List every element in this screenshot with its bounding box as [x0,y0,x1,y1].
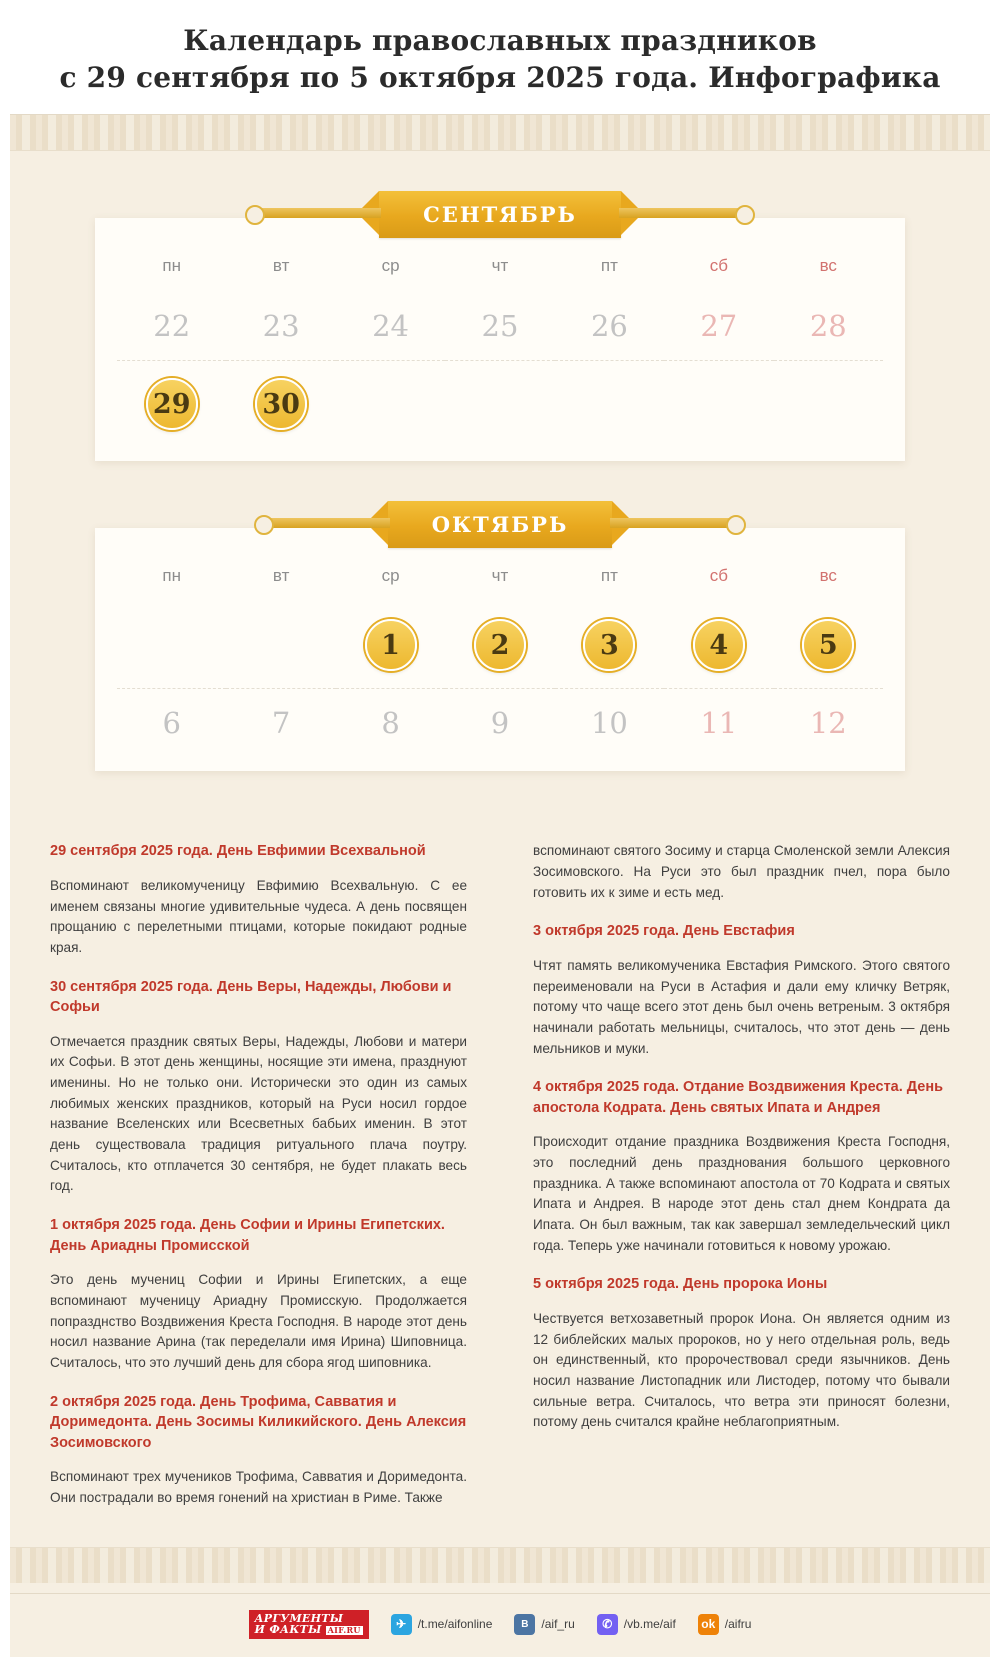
day-cell-highlighted [445,602,554,689]
day-cell-empty [226,602,335,689]
calendar-september [10,191,990,461]
aif-logo-line-1: АРГУМЕНТЫ [254,1611,344,1625]
day-cell: 27 [700,309,738,344]
day-highlight-3: 3 [583,619,635,671]
dow-sat: сб [709,256,728,276]
calendar-card-september [95,218,905,461]
entry-body: Это день мучениц Софии и Ирины Египетских, а еще вспоминают мученицу Ариадну Промисскую. Продолжается попразднство Воздвижения Креста Господня. В народе этот день носил название Арина (так переделали имя Ирина) Шиповница. Считалось, что это лучший день для сбора ягод шиповника. [50,1272,467,1370]
entry-body: Вспоминают трех мучеников Трофима, Савватия и Доримедонта. Они пострадали во время гонений на христиан в Риме. Также [50,1469,467,1505]
day-highlight-30: 30 [255,378,307,430]
calendar-october [10,501,990,771]
entry-heading: 30 сентября 2025 года. День Веры, Надежды, Любови и Софьи [50,978,452,1016]
dow-fri: пт [600,256,618,276]
dow-sat: сб [709,566,728,586]
dow-tue: вт [272,256,290,276]
week-row [117,361,883,448]
entry-heading: 1 октября 2025 года. День Софии и Ирины Египетских. День Ариадны Промисской [50,1217,445,1254]
dow-mon: пн [162,256,181,276]
day-cell: 26 [590,309,628,344]
day-cell-empty [664,361,773,448]
day-cell: 9 [445,689,554,758]
day-cell: 7 [226,689,335,758]
dow-wed: ср [381,566,400,586]
aif-logo-site: AIF.RU [327,1625,361,1636]
entry-body: Происходит отдание праздника Воздвижения Креста Господня, это последний день празднования большого церковного праздника. А также вспоминают апостола от 70 Кодрата и святых Ипата и Андрея. В народе этот день стал днем Кондрата да Ипата. Он был важным, так как завершал земледельческий цикл года. Теперь уже начинали готовиться к новому урожаю. [533,1134,950,1253]
month-banner-row-october [10,501,990,548]
entry [533,1077,950,1256]
entry [50,1392,467,1509]
ornament-band-top [10,115,990,151]
day-cell: 23 [262,309,300,344]
entry-body: Вспоминают великомученицу Евфимию Всехвальную. С ее именем связаны многие удивительные чудеса. А день посвящен прощанию с перелетными птицами, которые покидают родные края. [50,878,467,956]
ribbon-tail-left-icon [251,208,381,218]
week-row [117,602,883,689]
month-banner-october [388,501,613,548]
day-cell: 11 [664,689,773,758]
day-cell-highlighted [226,361,335,448]
entry-heading: 2 октября 2025 года. День Трофима, Савватия и Доримедонта. День Зосимы Киликийского. День Алексия Зосимовского [50,1393,467,1451]
vk-icon: B [514,1614,535,1635]
month-label-september: СЕНТЯБРЬ [423,202,577,228]
ok-icon: ok [698,1614,719,1635]
day-cell-empty [445,361,554,448]
day-cell-empty [117,602,226,689]
day-highlight-5: 5 [802,619,854,671]
entry-body: Отмечается праздник святых Веры, Надежды, Любови и матери их Софьи. В этот день женщины, носящие эти имена, празднуют именины. Но не только они. Исторически это один из самых любимых женских праздников, который на Руси носил гордое название Вселенских или Всесветных бабьих именин. В этот день существовала традиция ритуального плача поутру. Считалось, кто отплачется 30 сентября, не будет плакать весь год. [50,1033,467,1194]
dow-thu: чт [491,566,509,586]
dow-fri: пт [600,566,618,586]
text-columns [10,771,990,1546]
month-banner-september [379,191,621,238]
footer [10,1594,990,1657]
social-vk-label: /aif_ru [541,1617,575,1632]
social-vk[interactable] [514,1614,574,1635]
ribbon-tail-right-icon [610,518,740,528]
entry [533,921,950,1059]
dow-row [117,554,883,602]
day-cell: 8 [336,689,445,758]
calendar-table-october [117,554,883,757]
dow-sun: вс [819,566,837,586]
day-cell-highlighted [336,602,445,689]
entry-continuation [533,841,950,903]
entry [50,1215,467,1373]
entry-heading: 5 октября 2025 года. День пророка Ионы [533,1276,828,1293]
entry-body: вспоминают святого Зосиму и старца Смоленской земли Алексия Зосимовского. На Руси это был праздник пчел, пора было готовить их к зиме и есть мед. [533,843,950,900]
social-ok[interactable] [698,1614,752,1635]
day-cell: 24 [372,309,409,344]
aif-logo-line-2: И ФАКТЫ [254,1623,322,1637]
day-cell: 12 [774,689,883,758]
entry [50,841,467,958]
day-cell-highlighted [664,602,773,689]
page-title-line-2: с 29 сентября по 5 октября 2025 года. Инфографика [59,61,941,95]
aif-logo [249,1610,369,1640]
social-viber[interactable] [597,1614,676,1635]
week-row [117,689,883,758]
dow-tue: вт [272,566,290,586]
calendar-table-september [117,244,883,447]
day-cell-highlighted [555,602,664,689]
day-cell: 28 [809,309,847,344]
day-highlight-29: 29 [146,378,198,430]
day-cell-empty [774,361,883,448]
dow-wed: ср [381,256,400,276]
day-cell: 25 [481,309,519,344]
day-highlight-1: 1 [365,619,417,671]
calendar-card-october [95,528,905,771]
month-label-october: ОКТЯБРЬ [431,512,569,538]
text-column-right [533,841,950,1526]
entry [50,977,467,1197]
dow-mon: пн [162,566,181,586]
social-telegram[interactable] [391,1614,493,1635]
day-highlight-2: 2 [474,619,526,671]
entry-heading: 3 октября 2025 года. День Евстафия [533,923,795,940]
day-cell: 6 [117,689,226,758]
viber-icon: ✆ [597,1614,618,1635]
entry [533,1274,950,1433]
week-row [117,292,883,361]
ribbon-tail-right-icon [619,208,749,218]
telegram-icon: ✈ [391,1614,412,1635]
infographic-body [10,114,990,1593]
day-cell-empty [555,361,664,448]
entry-body: Чествуется ветхозаветный пророк Иона. Он является одним из 12 библейских малых пророков, но у него отдельная роль, ведь он единственный, кто пророчествовал среди язычников. День носил название Листопадник или Листодер, потому что бывали сильные ветра. Считалось, что ветра эти приносят болезни, потому день считался крайне неблагоприятным. [533,1310,950,1430]
dow-row [117,244,883,292]
day-cell-empty [336,361,445,448]
day-highlight-4: 4 [693,619,745,671]
social-viber-label: /vb.me/aif [623,1617,676,1632]
page-title [0,0,1000,114]
entry-body: Чтят память великомученика Евстафия Римского. Этого святого переименовали на Руси в Астафия и дали ему кличку Ветряк, потому что чаще всего этот день был очень ветреным. 3 октября начинали работать мельницы, считалось, что этот день — день мельников и муки. [533,958,950,1056]
page-title-line-1: Календарь православных праздников [183,24,817,57]
social-ok-label: /aifru [724,1617,752,1632]
ornament-band-bottom [10,1547,990,1583]
month-banner-row-september [10,191,990,238]
social-telegram-label: /t.me/aifonline [417,1617,493,1632]
dow-thu: чт [491,256,509,276]
entry-heading: 4 октября 2025 года. Отдание Воздвижения Креста. День апостола Кодрата. День святых Ипата и Андрея [533,1079,944,1116]
entry-heading: 29 сентября 2025 года. День Евфимии Всехвальной [50,843,426,860]
text-column-left [50,841,467,1526]
day-cell: 10 [555,689,664,758]
ribbon-tail-left-icon [260,518,390,528]
day-cell: 22 [153,309,191,344]
dow-sun: вс [819,256,837,276]
day-cell-highlighted [117,361,226,448]
day-cell-highlighted [774,602,883,689]
